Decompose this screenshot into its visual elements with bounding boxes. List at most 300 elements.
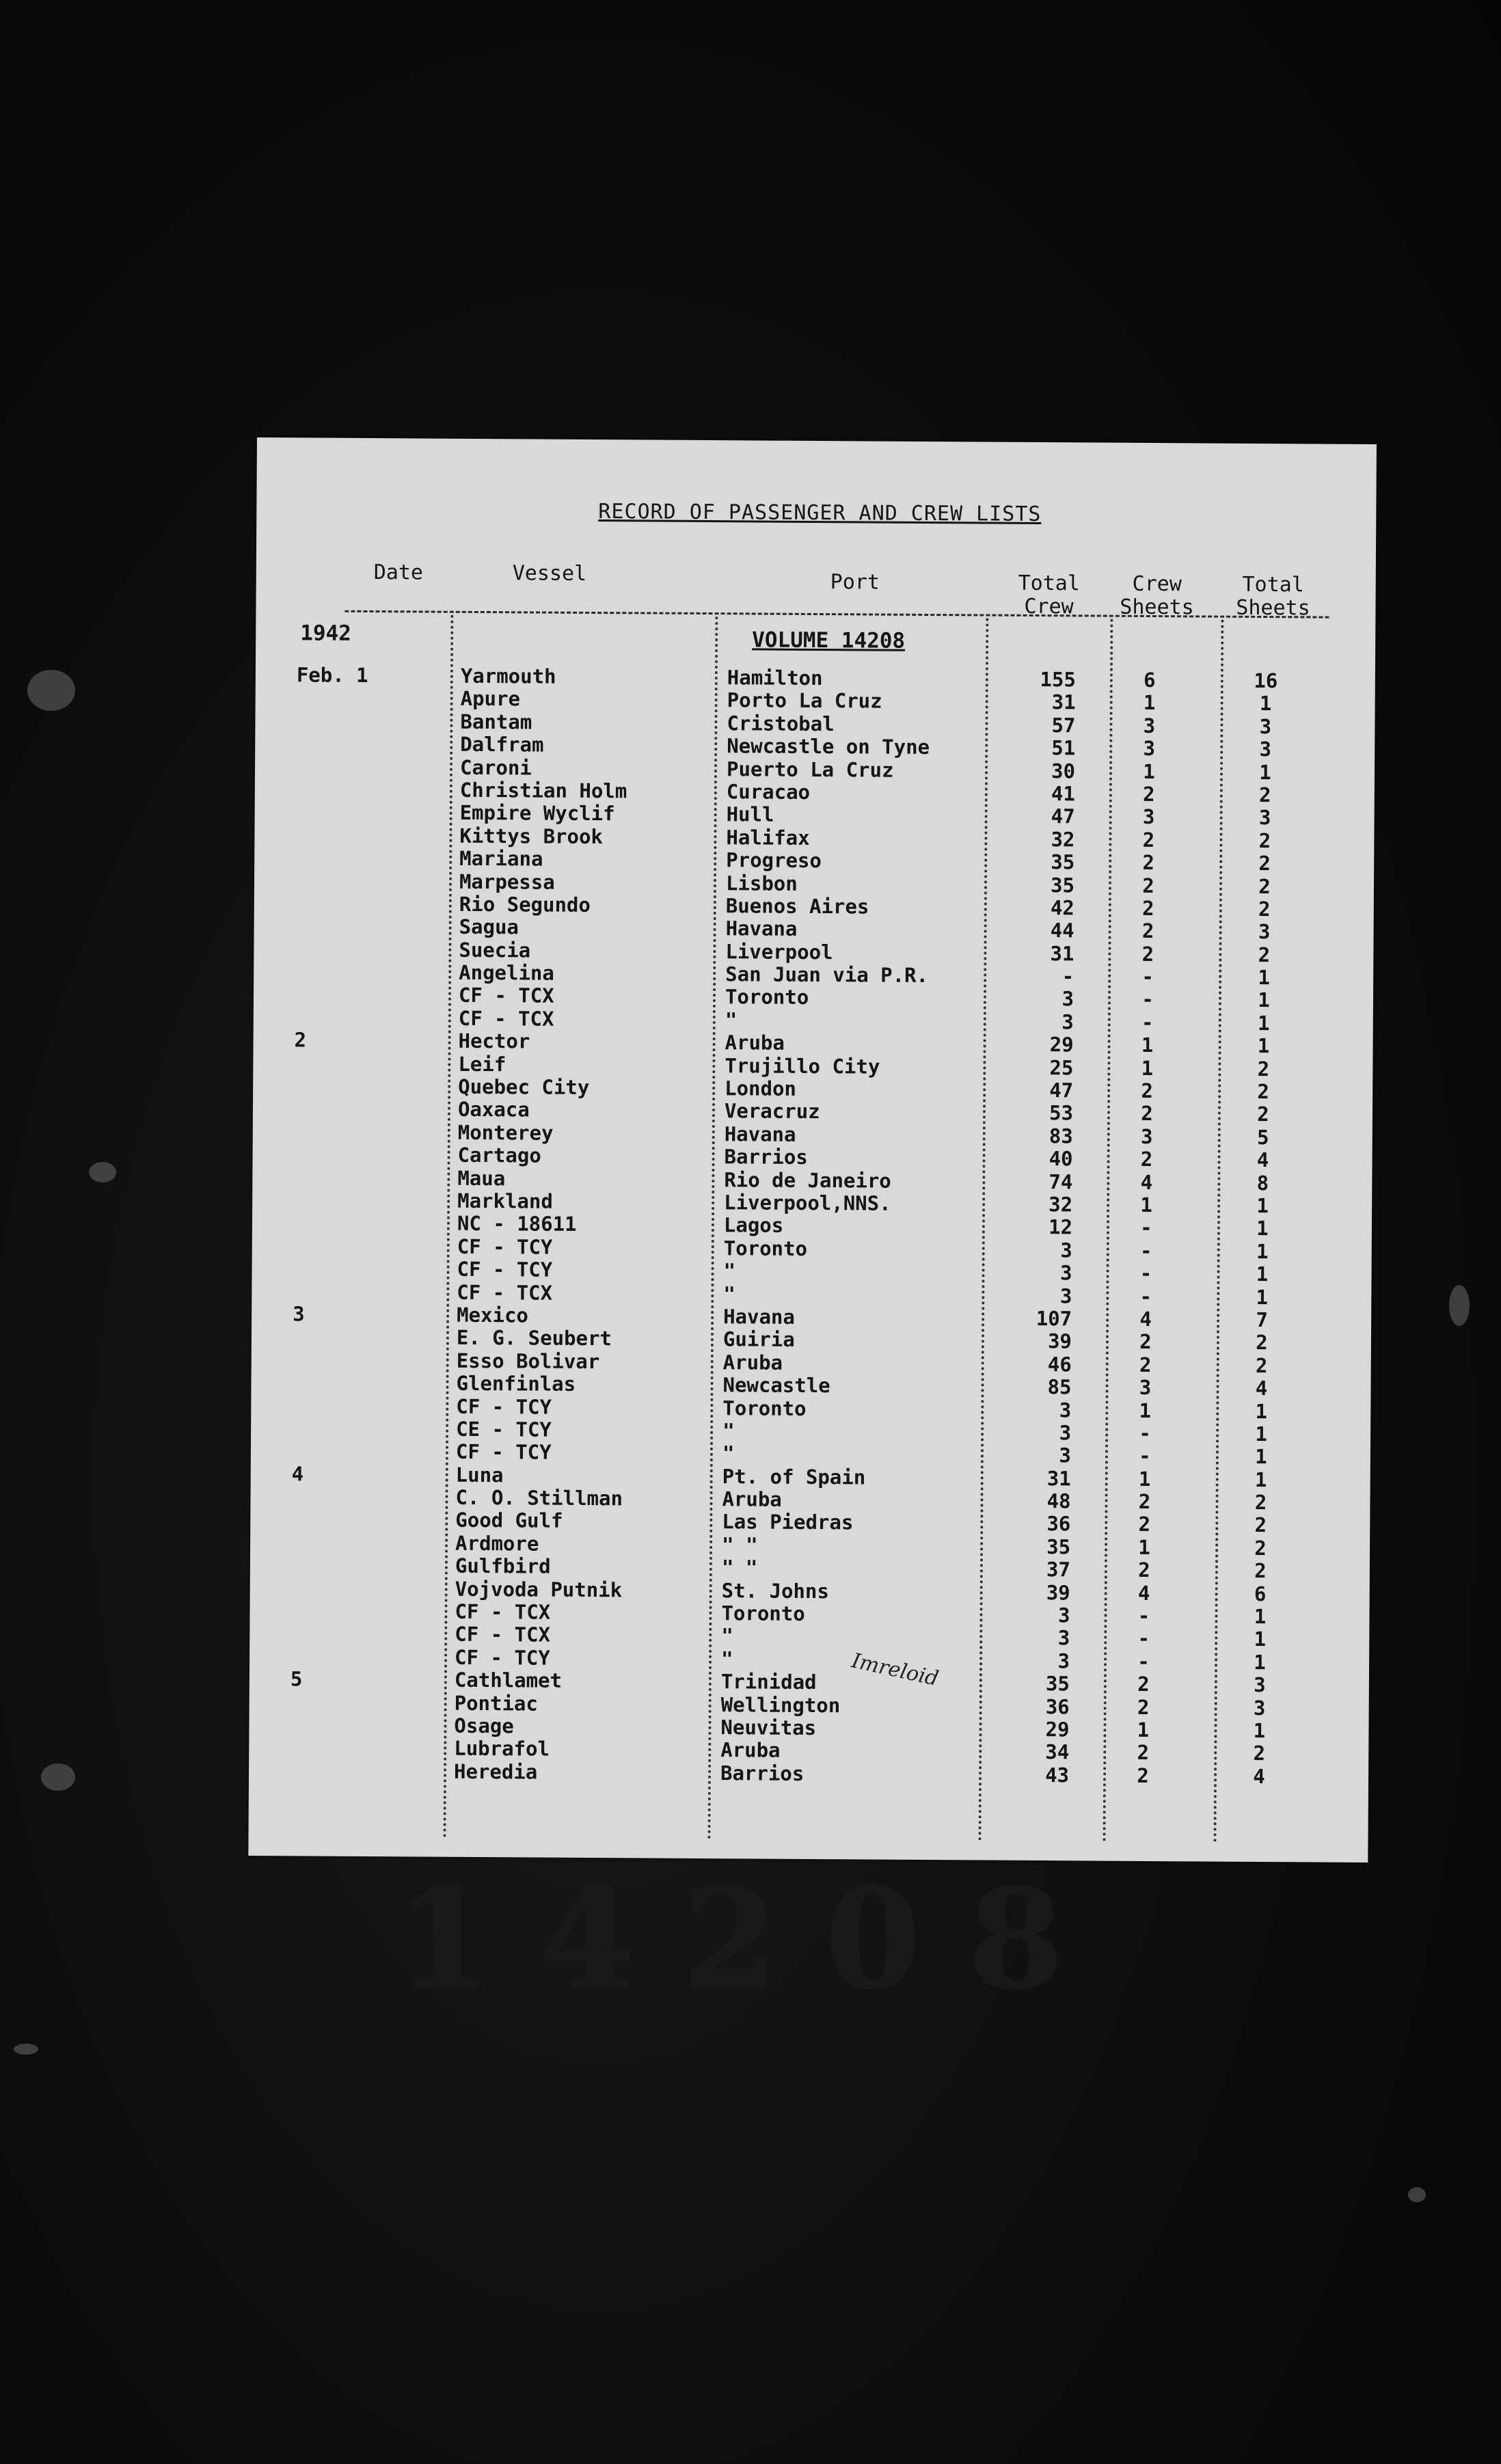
cell-total-sheets: 2 bbox=[1258, 943, 1271, 966]
cell-port: Havana bbox=[723, 1305, 796, 1329]
cell-total-sheets: 1 bbox=[1254, 1604, 1267, 1629]
cell-vessel: Rio Segundo bbox=[459, 892, 591, 917]
cell-total-sheets: 1 bbox=[1259, 760, 1271, 784]
cell-date bbox=[293, 1211, 375, 1212]
cell-date bbox=[295, 1005, 377, 1006]
cell-crew-sheets: 2 bbox=[1137, 1741, 1150, 1765]
cell-port: Toronto bbox=[722, 1396, 807, 1420]
cell-total-sheets: 1 bbox=[1258, 988, 1270, 1012]
cell-crew-sheets: - bbox=[1139, 1444, 1151, 1468]
cell-total-sheets: 4 bbox=[1255, 1377, 1268, 1400]
cell-crew-sheets: 3 bbox=[1142, 805, 1155, 829]
cell-date: 5 bbox=[290, 1667, 303, 1691]
cell-vessel: Good Gulf bbox=[455, 1508, 563, 1533]
cell-vessel: CF - TCX bbox=[458, 1006, 554, 1031]
cell-port: Lisbon bbox=[725, 871, 798, 895]
cell-date: 3 bbox=[293, 1302, 305, 1326]
cell-total-crew: 35 bbox=[1045, 1672, 1070, 1696]
cell-total-crew: 35 bbox=[1051, 850, 1075, 874]
cell-total-sheets: 16 bbox=[1254, 668, 1278, 693]
cell-total-crew: 107 bbox=[1036, 1306, 1072, 1331]
cell-total-sheets: 2 bbox=[1257, 1102, 1269, 1126]
cell-port: Barrios bbox=[724, 1145, 808, 1169]
cell-vessel: Gulfbird bbox=[455, 1554, 551, 1578]
cell-total-crew: 51 bbox=[1051, 736, 1076, 760]
cell-vessel: Mariana bbox=[459, 846, 543, 871]
cell-port: Cristobal bbox=[727, 711, 835, 735]
dust-speck bbox=[89, 1162, 116, 1182]
cell-total-sheets: 1 bbox=[1256, 1285, 1269, 1309]
cell-vessel: Marpessa bbox=[459, 869, 555, 894]
cell-date bbox=[294, 1097, 376, 1098]
cell-vessel: Cartago bbox=[457, 1143, 541, 1167]
header-port: Port bbox=[830, 570, 880, 595]
cell-port: Havana bbox=[724, 1122, 796, 1146]
cell-crew-sheets: 4 bbox=[1137, 1581, 1150, 1605]
cell-date bbox=[290, 1713, 373, 1714]
cell-crew-sheets: 2 bbox=[1139, 1353, 1152, 1377]
handwritten-note: Imreloid bbox=[849, 1649, 941, 1692]
cell-total-crew: 85 bbox=[1047, 1375, 1072, 1399]
dust-speck bbox=[14, 2044, 38, 2055]
header-total-crew bbox=[1001, 572, 1096, 619]
cell-date bbox=[295, 845, 377, 846]
cell-total-sheets: 1 bbox=[1254, 1650, 1266, 1674]
cell-total-crew: 42 bbox=[1050, 896, 1074, 920]
cell-total-sheets: 1 bbox=[1257, 1011, 1270, 1035]
cell-total-crew: 3 bbox=[1057, 1626, 1070, 1650]
cell-total-sheets: 8 bbox=[1256, 1171, 1269, 1195]
cell-total-sheets: 1 bbox=[1256, 1262, 1269, 1286]
cell-total-sheets: 1 bbox=[1255, 1445, 1267, 1469]
cell-crew-sheets: 3 bbox=[1140, 1124, 1153, 1148]
cell-crew-sheets: 2 bbox=[1139, 1330, 1152, 1354]
cell-date bbox=[290, 1622, 373, 1623]
cell-total-crew: 83 bbox=[1049, 1124, 1073, 1148]
cell-crew-sheets: - bbox=[1137, 1649, 1150, 1673]
cell-total-crew: 36 bbox=[1046, 1512, 1071, 1536]
cell-total-crew: 3 bbox=[1057, 1603, 1070, 1627]
cell-total-sheets: 3 bbox=[1258, 920, 1271, 944]
year-label: 1942 bbox=[300, 621, 352, 646]
cell-total-sheets: 2 bbox=[1258, 852, 1271, 876]
cell-vessel: CF - TCX bbox=[455, 1623, 551, 1647]
cell-vessel: CF - TCX bbox=[457, 1280, 553, 1305]
record-table bbox=[249, 663, 1375, 1788]
cell-date bbox=[293, 1348, 375, 1349]
cell-total-crew: 35 bbox=[1050, 873, 1075, 897]
cell-vessel: Hector bbox=[458, 1029, 530, 1053]
cell-port: " " bbox=[721, 1556, 758, 1580]
cell-vessel: Leif bbox=[458, 1052, 506, 1076]
dust-speck bbox=[41, 1763, 75, 1791]
cell-crew-sheets: 2 bbox=[1141, 896, 1154, 920]
cell-vessel: Christian Holm bbox=[459, 778, 627, 803]
cell-total-sheets: 6 bbox=[1254, 1582, 1267, 1606]
cell-total-crew: 3 bbox=[1059, 1421, 1072, 1445]
cell-total-sheets: 5 bbox=[1256, 1125, 1269, 1149]
cell-port: Toronto bbox=[723, 1236, 808, 1260]
cell-port: Buenos Aires bbox=[725, 894, 869, 919]
cell-port: Porto La Cruz bbox=[727, 688, 882, 713]
cell-total-sheets: 7 bbox=[1256, 1308, 1268, 1331]
cell-crew-sheets: 3 bbox=[1143, 714, 1156, 737]
cell-total-crew: 40 bbox=[1049, 1147, 1073, 1171]
cell-crew-sheets: 1 bbox=[1138, 1535, 1150, 1559]
cell-date bbox=[296, 777, 378, 778]
cell-port: Aruba bbox=[722, 1350, 783, 1375]
cell-crew-sheets: 1 bbox=[1143, 691, 1156, 715]
cell-total-sheets: 3 bbox=[1253, 1696, 1266, 1720]
cell-total-crew: 12 bbox=[1048, 1215, 1073, 1239]
cell-crew-sheets: - bbox=[1140, 1216, 1152, 1240]
cell-vessel: Markland bbox=[457, 1189, 553, 1213]
sheet-title: RECORD OF PASSENGER AND CREW LISTS bbox=[598, 500, 1042, 527]
cell-port: " bbox=[723, 1259, 736, 1283]
cell-crew-sheets: 4 bbox=[1140, 1170, 1153, 1194]
cell-date bbox=[290, 1644, 373, 1645]
cell-vessel: Ardmore bbox=[455, 1531, 539, 1556]
cell-port: Newcastle bbox=[722, 1373, 830, 1398]
cell-total-sheets: 1 bbox=[1256, 1217, 1269, 1241]
cell-port: London bbox=[725, 1077, 797, 1100]
cell-date bbox=[296, 800, 378, 801]
cell-vessel: Luna bbox=[455, 1463, 504, 1487]
cell-total-crew: 29 bbox=[1045, 1718, 1070, 1742]
cell-port: " bbox=[723, 1282, 735, 1305]
cell-total-crew: 41 bbox=[1051, 782, 1075, 806]
cell-date: Feb. 1 bbox=[296, 663, 368, 687]
cell-total-crew: 3 bbox=[1057, 1649, 1070, 1673]
cell-date bbox=[296, 823, 378, 824]
cell-total-crew: 3 bbox=[1061, 987, 1074, 1011]
cell-total-sheets: 2 bbox=[1258, 828, 1271, 852]
cell-vessel: CE - TCY bbox=[456, 1417, 552, 1441]
cell-crew-sheets: 2 bbox=[1142, 851, 1155, 875]
cell-date bbox=[295, 937, 377, 938]
header-crew-sheets-line1: Crew bbox=[1132, 571, 1182, 597]
cell-total-sheets: 2 bbox=[1257, 1079, 1270, 1104]
cell-crew-sheets: - bbox=[1141, 988, 1154, 1012]
cell-total-sheets: 1 bbox=[1255, 1422, 1267, 1446]
cell-total-sheets: 1 bbox=[1257, 1034, 1270, 1058]
cell-vessel: Oaxaca bbox=[457, 1098, 530, 1122]
cell-vessel: CF - TCY bbox=[455, 1645, 550, 1670]
cell-total-sheets: 3 bbox=[1254, 1673, 1266, 1697]
cell-date bbox=[290, 1736, 372, 1737]
cell-port: " bbox=[722, 1419, 735, 1443]
cell-crew-sheets: 2 bbox=[1142, 828, 1155, 852]
dust-speck bbox=[1408, 2187, 1426, 2202]
cell-port: Puerto La Cruz bbox=[726, 757, 894, 782]
cell-total-sheets: 3 bbox=[1259, 737, 1272, 761]
cell-crew-sheets: 4 bbox=[1139, 1307, 1152, 1331]
cell-vessel: Mexico bbox=[457, 1303, 529, 1327]
cell-vessel: Caroni bbox=[459, 755, 532, 780]
cell-crew-sheets: - bbox=[1137, 1603, 1150, 1628]
cell-vessel: Quebec City bbox=[458, 1074, 590, 1100]
cell-total-crew: 57 bbox=[1051, 713, 1076, 737]
cell-crew-sheets: 1 bbox=[1143, 759, 1155, 783]
cell-date bbox=[293, 1257, 375, 1258]
cell-total-crew: 3 bbox=[1059, 1284, 1072, 1308]
cell-total-sheets: 2 bbox=[1254, 1559, 1267, 1583]
cell-crew-sheets: 2 bbox=[1140, 1148, 1153, 1172]
cell-crew-sheets: 2 bbox=[1141, 1102, 1153, 1126]
cell-vessel: Kittys Brook bbox=[459, 824, 604, 848]
cell-total-crew: 155 bbox=[1040, 668, 1076, 692]
cell-vessel: C. O. Stillman bbox=[455, 1485, 623, 1511]
cell-vessel: Bantam bbox=[460, 709, 532, 734]
cell-total-sheets: 2 bbox=[1257, 1057, 1270, 1081]
cell-port: Toronto bbox=[721, 1601, 805, 1625]
cell-crew-sheets: - bbox=[1139, 1262, 1152, 1286]
cell-total-sheets: 1 bbox=[1258, 966, 1271, 990]
header-crew-sheets bbox=[1109, 573, 1204, 620]
record-sheet bbox=[248, 437, 1377, 1863]
cell-crew-sheets: - bbox=[1139, 1238, 1152, 1262]
cell-total-crew: 25 bbox=[1049, 1055, 1074, 1079]
cell-crew-sheets: 3 bbox=[1143, 737, 1156, 761]
cell-vessel: CF - TCX bbox=[458, 984, 554, 1008]
cell-port: Trinidad bbox=[720, 1670, 817, 1694]
header-date: Date bbox=[373, 560, 424, 585]
dust-speck bbox=[1449, 1285, 1470, 1326]
cell-port: Progreso bbox=[726, 848, 822, 873]
cell-total-crew: 44 bbox=[1050, 919, 1074, 943]
cell-total-crew: 3 bbox=[1060, 1238, 1072, 1262]
cell-total-crew: 48 bbox=[1046, 1489, 1071, 1513]
cell-total-crew: 31 bbox=[1051, 690, 1076, 714]
cell-total-crew: 32 bbox=[1051, 827, 1075, 852]
cell-vessel: Sagua bbox=[459, 915, 519, 939]
cell-date: 2 bbox=[294, 1028, 307, 1052]
cell-total-crew: 29 bbox=[1049, 1033, 1074, 1057]
cell-vessel: Monterey bbox=[457, 1120, 554, 1145]
cell-total-sheets: 1 bbox=[1254, 1627, 1267, 1651]
cell-total-crew: 35 bbox=[1046, 1534, 1071, 1559]
cell-crew-sheets: - bbox=[1139, 1284, 1152, 1308]
cell-port: Las Piedras bbox=[722, 1510, 854, 1534]
cell-vessel: CF - TCX bbox=[455, 1599, 551, 1624]
cell-vessel: E. G. Seubert bbox=[456, 1326, 612, 1351]
cell-total-sheets: 2 bbox=[1258, 783, 1271, 807]
cell-date bbox=[291, 1530, 373, 1531]
cell-total-crew: 36 bbox=[1045, 1694, 1070, 1718]
cell-date bbox=[291, 1576, 373, 1577]
cell-vessel: Cathlamet bbox=[454, 1668, 563, 1692]
cell-port: Toronto bbox=[725, 985, 809, 1010]
cell-total-crew: 39 bbox=[1047, 1329, 1072, 1353]
cell-vessel: Glenfinlas bbox=[456, 1371, 576, 1396]
cell-total-sheets: 2 bbox=[1253, 1742, 1266, 1765]
cell-total-sheets: 4 bbox=[1256, 1148, 1269, 1172]
cell-vessel: NC - 18611 bbox=[457, 1212, 577, 1236]
cell-vessel: Vojvoda Putnik bbox=[455, 1577, 623, 1601]
cell-total-crew: 30 bbox=[1051, 759, 1076, 783]
cell-crew-sheets: - bbox=[1139, 1421, 1151, 1445]
cell-crew-sheets: - bbox=[1141, 1010, 1154, 1034]
cell-total-crew: 3 bbox=[1059, 1444, 1072, 1467]
cell-date bbox=[296, 732, 378, 733]
cell-total-crew: 47 bbox=[1049, 1079, 1074, 1102]
microfilm-roll-number: 14208 bbox=[396, 1859, 1111, 2020]
cell-crew-sheets: 1 bbox=[1137, 1718, 1150, 1742]
cell-total-crew: 31 bbox=[1046, 1466, 1071, 1490]
cell-total-sheets: 2 bbox=[1254, 1491, 1267, 1515]
cell-crew-sheets: 2 bbox=[1137, 1763, 1149, 1787]
cell-port: Lagos bbox=[723, 1213, 784, 1238]
cell-vessel: CF - TCY bbox=[457, 1257, 553, 1282]
cell-crew-sheets: 2 bbox=[1142, 782, 1155, 806]
cell-port: San Juan via P.R. bbox=[725, 962, 929, 988]
cell-crew-sheets: 1 bbox=[1138, 1467, 1151, 1491]
cell-total-crew: 32 bbox=[1049, 1193, 1073, 1217]
cell-vessel: Suecia bbox=[459, 938, 531, 962]
cell-crew-sheets: 2 bbox=[1141, 919, 1154, 943]
cell-vessel: Esso Bolivar bbox=[456, 1349, 600, 1373]
cell-port: Rio de Janeiro bbox=[724, 1167, 891, 1193]
cell-total-sheets: 1 bbox=[1256, 1193, 1269, 1218]
cell-total-crew: 31 bbox=[1050, 941, 1074, 966]
cell-port: Havana bbox=[725, 917, 798, 941]
cell-total-sheets: 4 bbox=[1253, 1764, 1265, 1788]
cell-port: St. Johns bbox=[721, 1578, 829, 1603]
header-crew-sheets-line2: Sheets bbox=[1120, 595, 1194, 620]
cell-port: Hull bbox=[726, 802, 774, 826]
cell-port: " bbox=[725, 1008, 738, 1032]
cell-port: Trujillo City bbox=[725, 1053, 880, 1079]
cell-total-sheets: 2 bbox=[1255, 1353, 1268, 1377]
cell-port: Aruba bbox=[725, 1031, 785, 1055]
cell-crew-sheets: 1 bbox=[1141, 1056, 1154, 1080]
cell-date bbox=[290, 1690, 373, 1691]
cell-total-sheets: 1 bbox=[1253, 1718, 1266, 1743]
header-total-crew-line2: Crew bbox=[1024, 594, 1074, 619]
header-total-sheets-line2: Sheets bbox=[1236, 595, 1310, 621]
cell-date: 4 bbox=[291, 1462, 304, 1486]
cell-crew-sheets: 1 bbox=[1141, 1033, 1154, 1057]
cell-date bbox=[292, 1416, 374, 1417]
cell-date bbox=[297, 686, 379, 687]
header-vessel: Vessel bbox=[512, 561, 587, 586]
header-total-sheets-line1: Total bbox=[1242, 572, 1304, 597]
cell-total-crew: 74 bbox=[1049, 1169, 1073, 1193]
cell-total-sheets: 2 bbox=[1258, 874, 1271, 898]
cell-crew-sheets: 3 bbox=[1139, 1376, 1152, 1400]
cell-date bbox=[293, 1370, 375, 1371]
cell-port: Veracruz bbox=[724, 1099, 820, 1124]
cell-crew-sheets: 2 bbox=[1137, 1673, 1150, 1696]
cell-crew-sheets: 2 bbox=[1137, 1695, 1150, 1719]
cell-vessel: Yarmouth bbox=[460, 664, 556, 688]
header-total-sheets bbox=[1225, 573, 1321, 621]
cell-total-crew: 34 bbox=[1045, 1740, 1070, 1764]
cell-total-sheets: 1 bbox=[1256, 1239, 1269, 1263]
cell-date bbox=[295, 891, 377, 892]
cell-crew-sheets: 1 bbox=[1139, 1398, 1152, 1422]
cell-total-crew: 39 bbox=[1046, 1580, 1070, 1604]
cell-port: Guiria bbox=[722, 1327, 795, 1352]
cell-crew-sheets: 2 bbox=[1138, 1489, 1151, 1514]
cell-vessel: Angelina bbox=[459, 960, 555, 985]
cell-port: Liverpool,NNS. bbox=[724, 1191, 891, 1215]
cell-crew-sheets: 2 bbox=[1142, 874, 1154, 897]
cell-crew-sheets: - bbox=[1137, 1627, 1150, 1651]
cell-vessel: Heredia bbox=[453, 1759, 538, 1784]
cell-total-sheets: 1 bbox=[1259, 692, 1272, 716]
cell-crew-sheets: 2 bbox=[1141, 1079, 1154, 1103]
cell-port: Newcastle on Tyne bbox=[727, 734, 930, 759]
cell-total-sheets: 2 bbox=[1256, 1331, 1268, 1355]
cell-crew-sheets: 6 bbox=[1144, 668, 1156, 692]
cell-total-sheets: 2 bbox=[1258, 897, 1271, 921]
cell-date bbox=[295, 983, 377, 984]
cell-crew-sheets: 1 bbox=[1140, 1193, 1153, 1217]
cell-crew-sheets: 2 bbox=[1141, 942, 1154, 966]
cell-vessel: CF - TCY bbox=[455, 1440, 552, 1464]
cell-port: " " bbox=[722, 1533, 758, 1557]
cell-date bbox=[295, 1051, 377, 1052]
cell-port: " bbox=[720, 1647, 733, 1671]
cell-total-crew: 47 bbox=[1051, 804, 1075, 828]
volume-label: VOLUME 14208 bbox=[752, 627, 906, 653]
cell-vessel: Pontiac bbox=[454, 1691, 539, 1716]
cell-total-crew: 53 bbox=[1049, 1101, 1074, 1125]
cell-total-sheets: 3 bbox=[1258, 806, 1271, 830]
cell-port: Curacao bbox=[726, 780, 811, 804]
cell-crew-sheets: - bbox=[1141, 965, 1154, 989]
cell-total-sheets: 3 bbox=[1259, 714, 1272, 738]
cell-port: Neuvitas bbox=[720, 1716, 817, 1740]
cell-port: Halifax bbox=[726, 825, 810, 850]
cell-total-crew: - bbox=[1061, 964, 1074, 988]
cell-date bbox=[293, 1165, 375, 1166]
cell-total-crew: 3 bbox=[1059, 1261, 1072, 1285]
cell-port: " bbox=[721, 1624, 733, 1648]
cell-port: Aruba bbox=[722, 1487, 782, 1511]
cell-total-sheets: 1 bbox=[1255, 1399, 1268, 1423]
cell-port: Pt. of Spain bbox=[722, 1464, 866, 1489]
cell-crew-sheets: 2 bbox=[1138, 1558, 1150, 1582]
cell-total-sheets: 2 bbox=[1254, 1513, 1267, 1537]
cell-total-crew: 3 bbox=[1061, 1010, 1074, 1034]
header-total-crew-line1: Total bbox=[1018, 571, 1080, 596]
cell-total-crew: 46 bbox=[1047, 1352, 1072, 1377]
cell-total-sheets: 2 bbox=[1254, 1536, 1267, 1560]
cell-crew-sheets: 2 bbox=[1138, 1513, 1151, 1536]
cell-port: Liverpool bbox=[725, 939, 833, 964]
cell-vessel: CF - TCY bbox=[456, 1394, 552, 1419]
cell-port: Barrios bbox=[720, 1761, 804, 1785]
cell-port: Aruba bbox=[720, 1738, 781, 1763]
cell-port: " bbox=[722, 1441, 735, 1465]
cell-total-crew: 43 bbox=[1045, 1763, 1070, 1787]
cell-total-crew: 37 bbox=[1046, 1558, 1071, 1582]
dust-speck bbox=[27, 670, 75, 711]
cell-vessel: Dalfram bbox=[460, 732, 544, 757]
cell-port: Wellington bbox=[720, 1692, 841, 1717]
cell-date bbox=[293, 1188, 375, 1189]
cell-total-sheets: 1 bbox=[1254, 1467, 1267, 1491]
cell-vessel: Osage bbox=[454, 1714, 514, 1738]
cell-vessel: Apure bbox=[460, 687, 521, 711]
cell-vessel: Maua bbox=[457, 1166, 506, 1190]
cell-date bbox=[292, 1439, 374, 1440]
cell-vessel: Empire Wyclif bbox=[459, 801, 615, 826]
cell-date bbox=[293, 1325, 375, 1326]
cell-total-crew: 3 bbox=[1059, 1398, 1072, 1422]
